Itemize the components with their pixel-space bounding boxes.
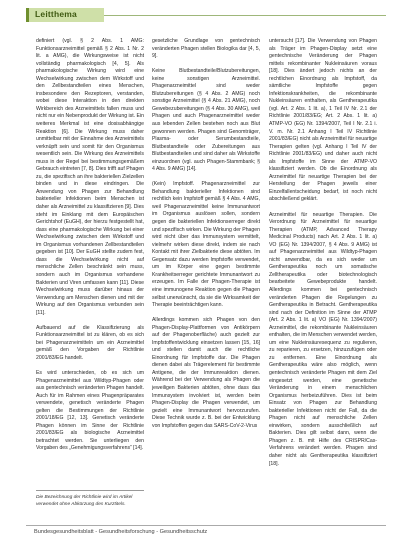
paragraph: Es wird unterschieden, ob es sich um Phagenarzneimittel aus Wildtyp-Phagen oder aus gentechnisch veränderten Phagen handelt. Auch für im Rahmen eines Phagenpräparates verwendete, genetisch veränderte Phagen gelten die Bestimmungen der Richtlinie 2001/18/EG [12, 13]. Genetisch veränderte Phagen können im Sinne der Richtlinie 2001/83/EG als biologische Arzneimittel betrachtet werden. Sie unterliegen den Vorgaben des „Genehmigungsverfahrens“ [14]. [36, 369, 144, 452]
paragraph: Keine Blutbestandteile/Blutzubereitungen, keine sonstigen Arzneimittel. Phagenarzneimittel sind weder Blutzubereitungen (§ 4 Abs. 2 AMG) noch sonstige Arzneimittel (§ 4 Abs. 21 AMG), noch Gewebezubereitungen (§ 4 Abs. 30 AMG), weil Phagen und auch Phagenarzneimittel weder aus lebenden Zellen bestehen noch aus Blut gewonnen werden. Phagen sind Genomträger, Plasma- oder Serumbestandteile, Blutbestandteile oder Zubereitungen aus Blutbestandteilen und sind daher als Wirkstoffe einzuordnen (vgl. auch Phagen-Stammbank; § 4 Abs. 9 AMG) [14]. [152, 68, 260, 173]
text-column-3 [269, 38, 377, 468]
header-rule [104, 15, 386, 16]
journal-title: Bundesgesundheitsblatt - Gesundheitsforschung - Gesundheitsschutz [34, 529, 208, 535]
paragraph: Aufbauend auf die Klassifizierung als Funktionsarzneimittel ist zu klären, ob es sich bei Phagenarzneimitteln um ein Arzneimittel gemäß den Vorgaben der Richtlinie 2001/83/EG handelt. [36, 324, 144, 361]
paragraph: Arzneimittel für neuartige Therapien. Die Verordnung für Arzneimittel für neuartige Therapien (ATMP, Advanced Therapy Medicinal Products) nach Art. 2 Abs. 1 lit. a) VO (EG) Nr. 1394/2007, § 4 Abs. 9 AMG) ist auf Phagenarzneimittel aus Wildtyp-Phagen nicht anwendbar, da es sich weder um Gentherapeutika noch um somatische Zelltherapeutika oder biotechnologisch bearbeitete Gewebeprodukte handelt. Allerdings kommen bei gentechnisch veränderten Phagen die Regelungen zu Gentherapeutika in Betracht. Gentherapeutika sind nach der Definition im Sinne der ATMP (Art. 2 Abs. 1 lit. a) VO (EG) Nr. 1394/2007) Arzneimittel, die rekombinante Nukleinsäuren enthalten, die im Menschen verwendet werden, um eine Nukleinsäuresequenz zu regulieren, zu reparieren, zu ersetzen, hinzuzufügen oder zu entfernen. Eine Einordnung als Gentherapeutika wäre also möglich, wenn gentechnisch veränderte Phagen mit dem Ziel eingesetzt werden, eine genetische Veränderung in einem menschlichen Organismus herbeizuführen. Dies ist beim Einsatz von Phagen zur Behandlung bakterieller Infektionen nicht der Fall, da die Phagen nicht auf menschliche Zellen einwirken, sondern ausschließlich auf Bakterien. Dies gilt selbst dann, wenn die Phagen z. B. mit Hilfe des CRISPR/Cas-Verfahrens verändert werden. Phagen sind daher nicht als Gentherapeutika klassifiziert [18]. [269, 211, 377, 467]
footnote: Die Bezeichnung der Richtlinie wird im Artikel verwendet ohne Abkürzung des Kurztitels. [36, 490, 144, 509]
paragraph: definiert (vgl. § 2 Abs. 1 AMG: Funktionsarzneimittel gemäß § 2 Abs. 1 Nr. 2 lit. a AMG), die Wirkungsweise ist nicht vollständig pharmakologisch [4, 5]. Als pharmakologische Wirkung wird eine Wechselwirkung zwischen dem Wirkstoff und den Zellbestandteilen eines Menschen, insbesondere den Rezeptoren, verstanden, wobei diese Interaktion in den direkten Wirkbereich des Arzneimittels fallen muss und nicht nur ein Nebenprodukt der Wirkung ist. Ein weiteres Merkmal ist eine dosisabhängige Reaktion [6]. Die Wirkung muss daher unmittelbar mit der Einnahme des Arzneimittels verknüpft sein und somit für den Organismus wesentlich sein. Die Wirkung des Arzneimittels muss in der Regel bei bestimmungsgemäßem Gebrauch eintreten [7, 8]. Dies trifft auf Phagen zu, die spezifisch an ihre bakteriellen Zielzellen binden und in diese eindringen. Die Anwendung von Phagen zur Behandlung bakterieller Infektionen beim Menschen ist daher als Arzneimittel zu klassifizieren [9]. Dies steht im Einklang mit dem Europäischen Gerichtshof (EuGH), der hierzu festgestellt hat, dass eine pharmakologische Wirkung bei einer Wechselwirkung zwischen dem Wirkstoff und im Organismus vorhandenen Zellbestandteilen gegeben ist [10]. Der EuGH stellte zudem fest, dass die Wechselwirkung nicht auf menschliche Zellen beschränkt sein muss, sondern auch im Organismus vorhandene Bakterien und Viren umfassen kann [11]. Diese Wechselwirkung muss darüber hinaus der Verwendung am Menschen dienen und mit der Wirkung auf den Organismus verbunden sein [11]. [36, 38, 144, 316]
text-column-2 [152, 38, 260, 430]
paragraph: (Kein) Impfstoff. Phagenarzneimittel zur Behandlung bakterieller Infektionen sind rechtlich kein Impfstoff gemäß § 4 Abs. 4 AMG, weil Phagenarzneimittel keine Immunantwort im Organismus auslösen sollen, sondern gegen die bakteriellen Infektionserreger direkt und spezifisch wirken. Die Wirkung der Phagen wird nicht über das Immunsystem vermittelt, vielmehr wirken diese direkt, indem sie nach Kontakt mit ihrer Zielbakterie diese abtöten. Im Gegensatz dazu werden Impfstoffe verwendet, um im Körper eine gegen bestimmte Krankheitserreger gerichtete Immunantwort zu erzeugen. Im Falle der Phagen-Therapie ist eine immunogene Reaktion gegen die Phagen selbst unerwünscht, da sie die Wirksamkeit der Therapie beeinträchtigen kann. [152, 181, 260, 309]
section-label: Leitthema [35, 9, 77, 19]
section-label-box [26, 8, 104, 22]
paragraph: gesetzliche Grundlage von gentechnisch veränderten Phagen stellen Biologika dar [4, 5, 9]. [152, 38, 260, 60]
paragraph: untersucht [17]. Die Verwendung von Phagen als Träger im Phagen-Display setzt eine gentechnische Veränderung der Phagen mittels rekombinanter Nukleinsäuren voraus [18]. Dies ändert jedoch nichts an der rechtlichen Einordnung als Impfstoff, da sämtliche Impfstoffe gegen Infektionskrankheiten, die rekombinante Nukleinsäuren enthalten, als Gentherapeutika (vgl. Art. 2 Abs. 1 lit. a), 1 Teil IV Nr. 2.1 der Richtlinie 2001/83/EG; Art. 2 Abs. 1 lit. a) ATMP-VO (EG) Nr. 1394/2007, Teil I Nr. 2.1 i. V. m. Nr. 2.1 Anhang I Teil IV Richtlinie 2001/83/EG) nicht als Arzneimittel für neuartige Therapien gelten (vgl. Anhang I Teil IV der Richtlinie 2001/83/EG) und daher auch nicht als Impfstoffe im Sinne der ATMP-VO klassifiziert werden. Ob die Einordnung als Arzneimittel für neuartige Therapien bei der Herstellung der Phagen jeweils einer Einzelfallentscheidung bedarf, ist noch nicht abschließend geklärt. [269, 38, 377, 203]
text-column-1 [36, 38, 144, 453]
paragraph: Allerdings kommen sich Phagen von den Phagen-Display-Plattformen von Antikörpern auf der Phagenoberfläche) auch gezielt zur Impfstoffentwicklung einsetzen lassen [15, 16] und stellen damit auch die rechtliche Einordnung für Impfstoffe dar. Die Phagen dienen dabei als Trägerelement für bestimmte Antigene, die der Immunreaktion dienen. Während bei der Verwendung als Phagen die jeweiligen Bakterien abtöten, ohne dass das Immunsystem involviert ist, werden beim Phagen-Display die Phagen verwendet, um gezielt eine Immunantwort hervorzurufen. Diese Technik wurde z. B. bei der Entwicklung von Impfstoffen gegen das SARS-CoV-2-Virus [152, 317, 260, 429]
page-footer [26, 529, 386, 539]
footer-rule [26, 525, 386, 526]
